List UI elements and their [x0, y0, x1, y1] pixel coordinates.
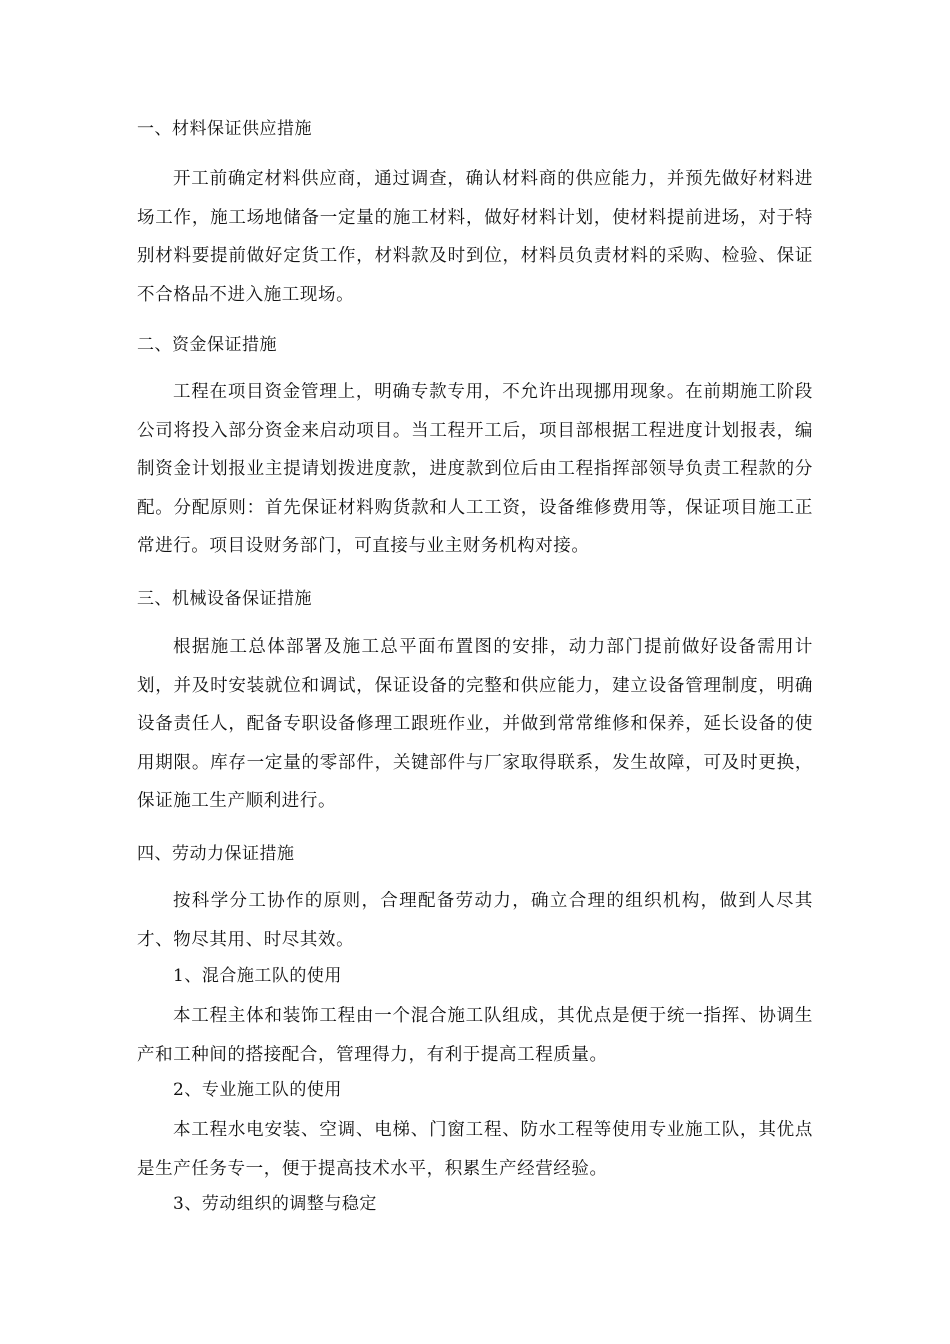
section-4-body: 按科学分工协作的原则，合理配备劳动力，确立合理的组织机构，做到人尽其才、物尽其用、时尽其效。 [137, 891, 813, 950]
subsection-1-body: 本工程主体和装饰工程由一个混合施工队组成，其优点是便于统一指挥、协调生产和工种间的搭接配合，管理得力，有利于提高工程质量。 [137, 1006, 813, 1065]
subsection-1-heading: 1、混合施工队的使用 [173, 966, 342, 986]
section-2-body: 工程在项目资金管理上，明确专款专用，不允许出现挪用现象。在前期施工阶段公司将投入部分资金来启动项目。当工程开工后，项目部根据工程进度计划报表，编制资金计划报业主提请划拨进度款，进度款到位后由工程指挥部领导负责工程款的分配。分配原则：首先保证材料购货款和人工工资，设备维修费用等，保证项目施工正常进行。项目设财务部门，可直接与业主财务机构对接。 [137, 382, 813, 556]
section-3-body: 根据施工总体部署及施工总平面布置图的安排，动力部门提前做好设备需用计划，并及时安装就位和调试，保证设备的完整和供应能力，建立设备管理制度，明确设备责任人，配备专职设备修理工跟班作业，并做到常常维修和保养，延长设备的使用期限。库存一定量的零部件，关键部件与厂家取得联系，发生故障，可及时更换，保证施工生产顺利进行。 [137, 637, 813, 811]
section-3-heading: 三、机械设备保证措施 [137, 589, 312, 609]
section-2-heading: 二、资金保证措施 [137, 335, 277, 355]
subsection-2-heading: 2、专业施工队的使用 [173, 1080, 342, 1100]
subsection-3-heading: 3、劳动组织的调整与稳定 [173, 1194, 377, 1214]
subsection-2-body: 本工程水电安装、空调、电梯、门窗工程、防水工程等使用专业施工队，其优点是生产任务专一，便于提高技术水平，积累生产经营经验。 [137, 1120, 813, 1179]
section-1-heading: 一、材料保证供应措施 [137, 119, 312, 139]
section-1-body: 开工前确定材料供应商，通过调查，确认材料商的供应能力，并预先做好材料进场工作，施工场地储备一定量的施工材料，做好材料计划，使材料提前进场，对于特别材料要提前做好定货工作，材料款及时到位，材料员负责材料的采购、检验、保证不合格品不进入施工现场。 [137, 169, 813, 305]
section-4-heading: 四、劳动力保证措施 [137, 844, 295, 864]
